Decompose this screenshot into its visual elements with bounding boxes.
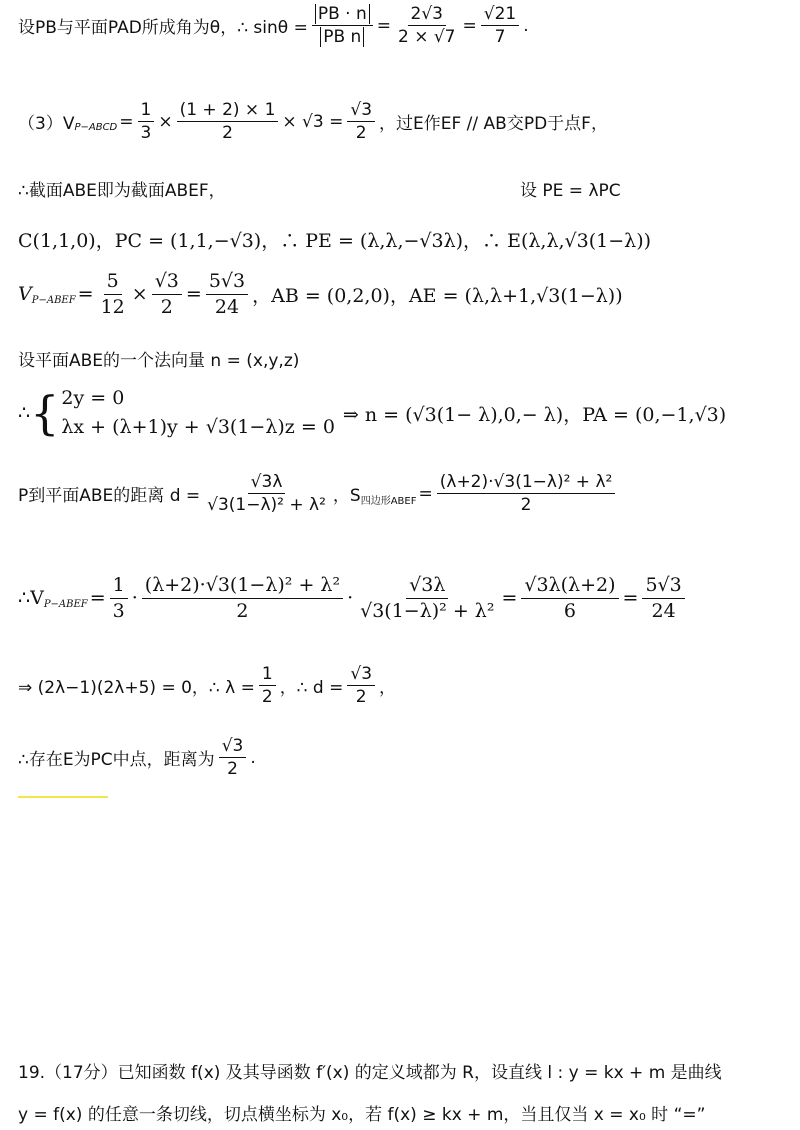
vol-abef-fraction-2: $\frac{√3}{2}$ xyxy=(152,270,182,319)
area-fraction: $\frac{\text{(λ+2)·√3(1−λ)² + λ²}}{2}$ xyxy=(437,472,616,516)
line-5: V P−ABEF = $\frac{5}{12}$ × $\frac{√3}{2}$ = $\frac{5√3}{24}$ ，AB = (0,2,0)，AE = (λ,λ+1,√3(1−λ)) xyxy=(18,270,623,318)
highlight-underline xyxy=(18,796,108,798)
question-19-line-2: y = f(x) 的任意一条切线，切点横坐标为 x₀，若 f(x) ≥ kx + m，当且仅当 x = x₀ 时 “=” xyxy=(18,1105,706,1125)
volume-fraction-3: $\frac{√3}{2}$ xyxy=(347,100,375,144)
line-6: 设平面ABE的一个法向量 n = (x,y,z) xyxy=(18,351,300,371)
line-1: 设PB与平面PAD所成角为θ，∴ sinθ = $\frac{PB \cdot n}{\text{PB n}}$ = $\frac{2√3}{2 \times √7}$ = $\frac{√21}{7}$ . xyxy=(18,4,529,48)
volume-fraction-1: $\frac{1}{3}$ xyxy=(138,100,155,144)
vol-abef-fraction-1: $\frac{5}{12}$ xyxy=(100,270,125,318)
d-value-fraction: $\frac{√3}{2}$ xyxy=(347,664,375,708)
question-19-line-1: 19.（17分）已知函数 f(x) 及其导函数 f′(x) 的定义域都为 R，设直线 l : y = kx + m 是曲线 xyxy=(18,1063,722,1083)
vol-abef-fraction-3: $\frac{5√3}{24}$ xyxy=(206,270,248,319)
line-11: ∴存在E为PC中点，距离为 $\frac{√3}{2}$ . xyxy=(18,736,256,780)
volume-calc-fraction-2: $\frac{\text{(λ+2)·√3(1−λ)² + λ²}}{2}$ xyxy=(142,574,343,623)
distance-fraction: $\frac{√3\lambda}{\text{√3(1−λ)² + λ²}}$ xyxy=(207,472,326,516)
volume-calc-fraction-1: $\frac{1}{3}$ xyxy=(110,574,128,623)
sin-theta-fraction-3: $\frac{√21}{7}$ xyxy=(481,4,519,48)
equation-system: 2y = 0 λx + (λ+1)y + √3(1−λ)z = 0 xyxy=(61,387,335,439)
volume-calc-fraction-3: $\frac{√3\lambda}{\text{√3(1−λ)² + λ²}}$ xyxy=(360,574,495,622)
line-4: C(1,1,0)，PC = (1,1,−√3)，∴ PE = (λ,λ,−√3λ)，∴ E(λ,λ,√3(1−λ)) xyxy=(18,230,652,252)
system-brace: { xyxy=(30,386,60,441)
volume-calc-fraction-4: $\frac{√3\lambda(\lambda+2)}{6}$ xyxy=(521,574,618,623)
lambda-fraction: $\frac{1}{2}$ xyxy=(259,664,276,708)
line-7: ∴ { 2y = 0 λx + (λ+1)y + √3(1−λ)z = 0 ⇒ n = (√3(1− λ),0,− λ)，PA = (0,−1,√3) xyxy=(18,384,726,443)
line-2: （3）V P−ABCD = $\frac{1}{3}$ × $\frac{(1 + 2) \times 1}{2}$ × √3 = $\frac{√3}{2}$ ，过E作EF // AB交PD于点F， xyxy=(18,100,608,144)
sin-theta-fraction-1: $\frac{PB \cdot n}{\text{PB n}}$ xyxy=(312,4,373,48)
line-8: P到平面ABE的距离 d = $\frac{√3\lambda}{\text{√3(1−λ)² + λ²}}$ ，S 四边形ABEF = $\frac{\text{(λ+2)·√3(1−λ)² + λ²}}{2}$ xyxy=(18,472,619,516)
line-9: ∴V P−ABEF = $\frac{1}{3}$ · $\frac{\text{(λ+2)·√3(1−λ)² + λ²}}{2}$ · $\frac{√3\lambda}{\text{√3(1−λ)² + λ²}}$ = $\frac{√3\lambda(\lambda+2)}{6}$ = $\frac{5√3}{24}$ xyxy=(18,574,689,623)
volume-calc-fraction-5: $\frac{5√3}{24}$ xyxy=(642,574,684,623)
conclusion-fraction: $\frac{√3}{2}$ xyxy=(219,736,247,780)
volume-fraction-2: $\frac{(1 + 2) \times 1}{2}$ xyxy=(177,100,279,144)
sin-theta-fraction-2: $\frac{2√3}{2 \times √7}$ xyxy=(397,4,456,48)
line-10: ⇒ (2λ−1)(2λ+5) = 0，∴ λ = $\frac{1}{2}$ ，∴ d = $\frac{√3}{2}$ ， xyxy=(18,664,397,708)
line-1-text: 设PB与平面PAD所成角为θ，∴ sinθ = xyxy=(18,18,308,39)
line-3: ∴截面ABE即为截面ABEF， xyxy=(18,181,226,201)
line-3-right: 设 PE = λPC xyxy=(520,181,621,201)
